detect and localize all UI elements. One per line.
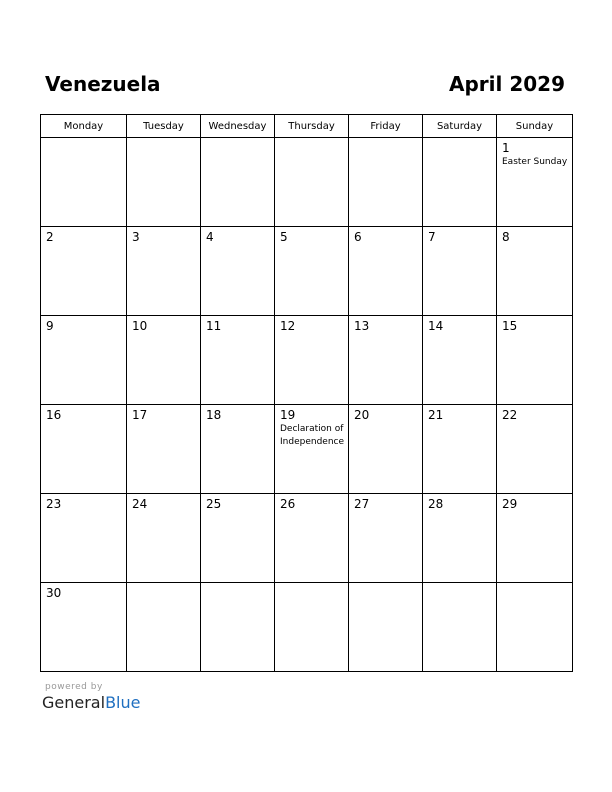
day-number: 17 xyxy=(132,408,148,422)
day-number xyxy=(41,138,126,141)
day-number: 9 xyxy=(46,319,54,333)
day-number: 18 xyxy=(206,408,222,422)
day-number xyxy=(349,138,422,141)
day-cell[interactable] xyxy=(201,405,275,494)
day-number: 22 xyxy=(502,408,518,422)
day-number xyxy=(423,583,496,586)
holiday-label: Declaration of Independence xyxy=(280,424,345,447)
weekday-header: Wednesday xyxy=(201,115,275,138)
day-number xyxy=(275,138,348,141)
day-number: 15 xyxy=(502,319,518,333)
week-row xyxy=(41,494,573,583)
day-number: 24 xyxy=(132,497,148,511)
day-cell[interactable] xyxy=(423,405,497,494)
day-number: 1 xyxy=(502,141,510,155)
week-row xyxy=(41,227,573,316)
holiday-label: Easter Sunday xyxy=(502,157,568,167)
week-row xyxy=(41,583,573,672)
weekday-header: Monday xyxy=(41,115,127,138)
day-cell[interactable] xyxy=(41,227,127,316)
day-cell[interactable] xyxy=(41,583,127,672)
day-cell[interactable] xyxy=(41,138,127,227)
week-row xyxy=(41,316,573,405)
day-cell[interactable] xyxy=(41,494,127,583)
day-number: 30 xyxy=(46,586,62,600)
day-number: 5 xyxy=(280,230,288,244)
day-number: 28 xyxy=(428,497,444,511)
day-cell[interactable] xyxy=(497,494,573,583)
day-cell[interactable] xyxy=(275,494,349,583)
day-cell[interactable] xyxy=(275,405,349,494)
day-cell[interactable] xyxy=(423,583,497,672)
day-cell[interactable] xyxy=(423,494,497,583)
day-cell[interactable] xyxy=(127,405,201,494)
generalblue-logo[interactable] xyxy=(42,692,140,714)
week-row xyxy=(41,138,573,227)
weekday-header: Thursday xyxy=(275,115,349,138)
day-number: 12 xyxy=(280,319,296,333)
day-number: 20 xyxy=(354,408,370,422)
day-cell[interactable] xyxy=(349,405,423,494)
month-year-title: April 2029 xyxy=(449,72,565,96)
day-number: 7 xyxy=(428,230,436,244)
day-number: 26 xyxy=(280,497,296,511)
day-cell[interactable] xyxy=(127,227,201,316)
weekday-header: Friday xyxy=(349,115,423,138)
day-cell[interactable] xyxy=(349,138,423,227)
country-title: Venezuela xyxy=(45,72,161,96)
day-cell[interactable] xyxy=(201,138,275,227)
day-cell[interactable] xyxy=(497,316,573,405)
day-cell[interactable] xyxy=(41,316,127,405)
day-number xyxy=(201,138,274,141)
day-number: 23 xyxy=(46,497,62,511)
day-cell[interactable] xyxy=(275,138,349,227)
weekday-header: Sunday xyxy=(497,115,573,138)
day-cell[interactable] xyxy=(349,583,423,672)
day-number: 14 xyxy=(428,319,444,333)
day-cell[interactable] xyxy=(127,583,201,672)
day-number xyxy=(423,138,496,141)
day-number xyxy=(497,583,572,586)
weekday-header: Tuesday xyxy=(127,115,201,138)
day-number xyxy=(275,583,348,586)
day-cell[interactable] xyxy=(201,316,275,405)
day-cell[interactable] xyxy=(349,494,423,583)
day-number: 8 xyxy=(502,230,510,244)
day-number: 10 xyxy=(132,319,148,333)
day-number: 3 xyxy=(132,230,140,244)
calendar-grid xyxy=(40,114,573,672)
day-cell[interactable] xyxy=(349,316,423,405)
day-number: 11 xyxy=(206,319,222,333)
day-cell[interactable] xyxy=(127,138,201,227)
day-number: 27 xyxy=(354,497,370,511)
day-cell[interactable] xyxy=(275,227,349,316)
day-number: 21 xyxy=(428,408,444,422)
day-cell[interactable] xyxy=(349,227,423,316)
day-number xyxy=(127,138,200,141)
brand-blue: Blue xyxy=(105,693,141,712)
day-cell[interactable] xyxy=(423,227,497,316)
powered-by-label: powered by xyxy=(45,682,103,692)
day-number: 16 xyxy=(46,408,62,422)
day-number: 13 xyxy=(354,319,370,333)
day-number: 6 xyxy=(354,230,362,244)
day-number xyxy=(201,583,274,586)
weekday-header: Saturday xyxy=(423,115,497,138)
day-cell[interactable] xyxy=(423,138,497,227)
day-cell[interactable] xyxy=(201,583,275,672)
day-cell[interactable] xyxy=(275,316,349,405)
day-cell[interactable] xyxy=(497,227,573,316)
day-cell[interactable] xyxy=(275,583,349,672)
day-cell[interactable] xyxy=(497,405,573,494)
day-cell[interactable] xyxy=(497,583,573,672)
brand-general: General xyxy=(42,693,106,712)
day-number: 4 xyxy=(206,230,214,244)
day-cell[interactable] xyxy=(127,494,201,583)
day-number xyxy=(349,583,422,586)
day-cell[interactable] xyxy=(423,316,497,405)
day-cell[interactable] xyxy=(41,405,127,494)
day-number xyxy=(127,583,200,586)
day-cell[interactable] xyxy=(127,316,201,405)
day-number: 19 xyxy=(280,408,296,422)
day-cell[interactable] xyxy=(201,227,275,316)
day-cell[interactable] xyxy=(497,138,573,227)
day-number: 25 xyxy=(206,497,222,511)
day-number: 2 xyxy=(46,230,54,244)
day-number: 29 xyxy=(502,497,518,511)
weekday-header-row xyxy=(41,115,573,138)
day-cell[interactable] xyxy=(201,494,275,583)
week-row xyxy=(41,405,573,494)
